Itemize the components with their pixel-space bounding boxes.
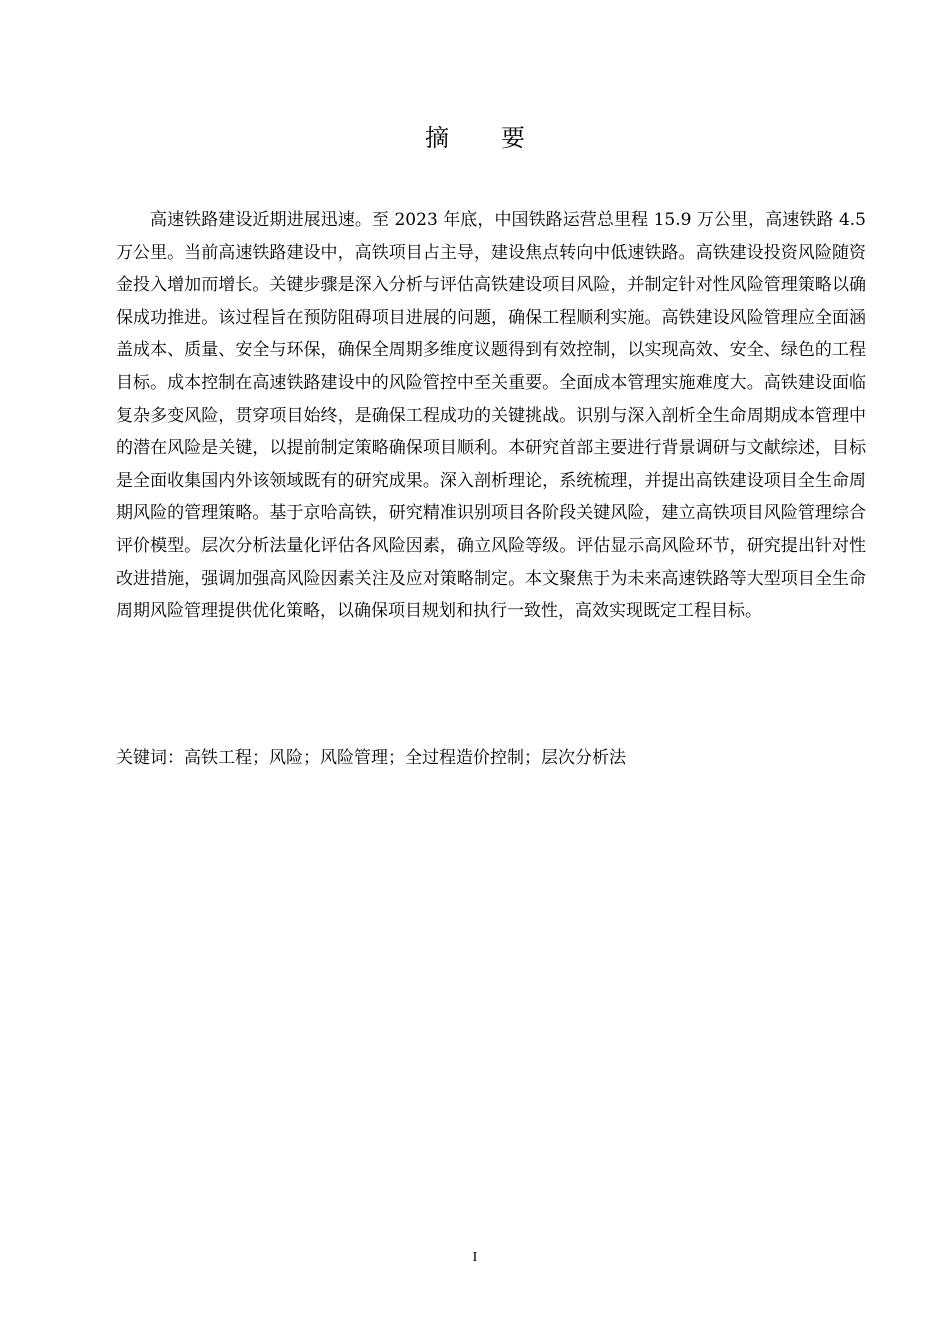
keywords-text: 高铁工程；风险；风险管理；全过程造价控制；层次分析法 — [184, 748, 626, 768]
page-title: 摘 要 — [425, 124, 539, 152]
abstract-paragraph: 高速铁路建设近期进展迅速。至 2023 年底，中国铁路运营总里程 15.9 万公里，高速铁路 4.5 万公里。当前高速铁路建设中，高铁项目占主导，建设焦点转向中低速铁路。高铁建设投资风险随资金投入增加而增长。关键步骤是深入分析与评估高铁建设项目风险，并制定针对性风险管理策略以确保成功推进。该过程旨在预防阻碍项目进展的问题，确保工程顺利实施。高铁建设风险管理应全面涵盖成本、质量、安全与环保，确保全周期多维度议题得到有效控制，以实现高效、安全、绿色的工程目标。成本控制在高速铁路建设中的风险管控中至关重要。全面成本管理实施难度大。高铁建设面临复杂多变风险，贯穿项目始终，是确保工程成功的关键挑战。识别与深入剖析全生命周期成本管理中的潜在风险是关键，以提前制定策略确保项目顺利。本研究首部主要进行背景调研与文献综述，目标是全面收集国内外该领域既有的研究成果。深入剖析理论，系统梳理，并提出高铁建设项目全生命周期风险的管理策略。基于京哈高铁，研究精准识别项目各阶段关键风险，建立高铁项目风险管理综合评价模型。层次分析法量化评估各风险因素，确立风险等级。评估显示高风险环节，研究提出针对性改进措施，强调加强高风险因素关注及应对策略制定。本文聚焦于为未来高速铁路等大型项目全生命周期风险管理提供优化策略，以确保项目规划和执行一致性，高效实现既定工程目标。 — [116, 210, 866, 622]
keywords-line — [116, 742, 866, 774]
keywords-label: 关键词： — [116, 748, 184, 768]
page-number: I — [472, 1250, 478, 1265]
